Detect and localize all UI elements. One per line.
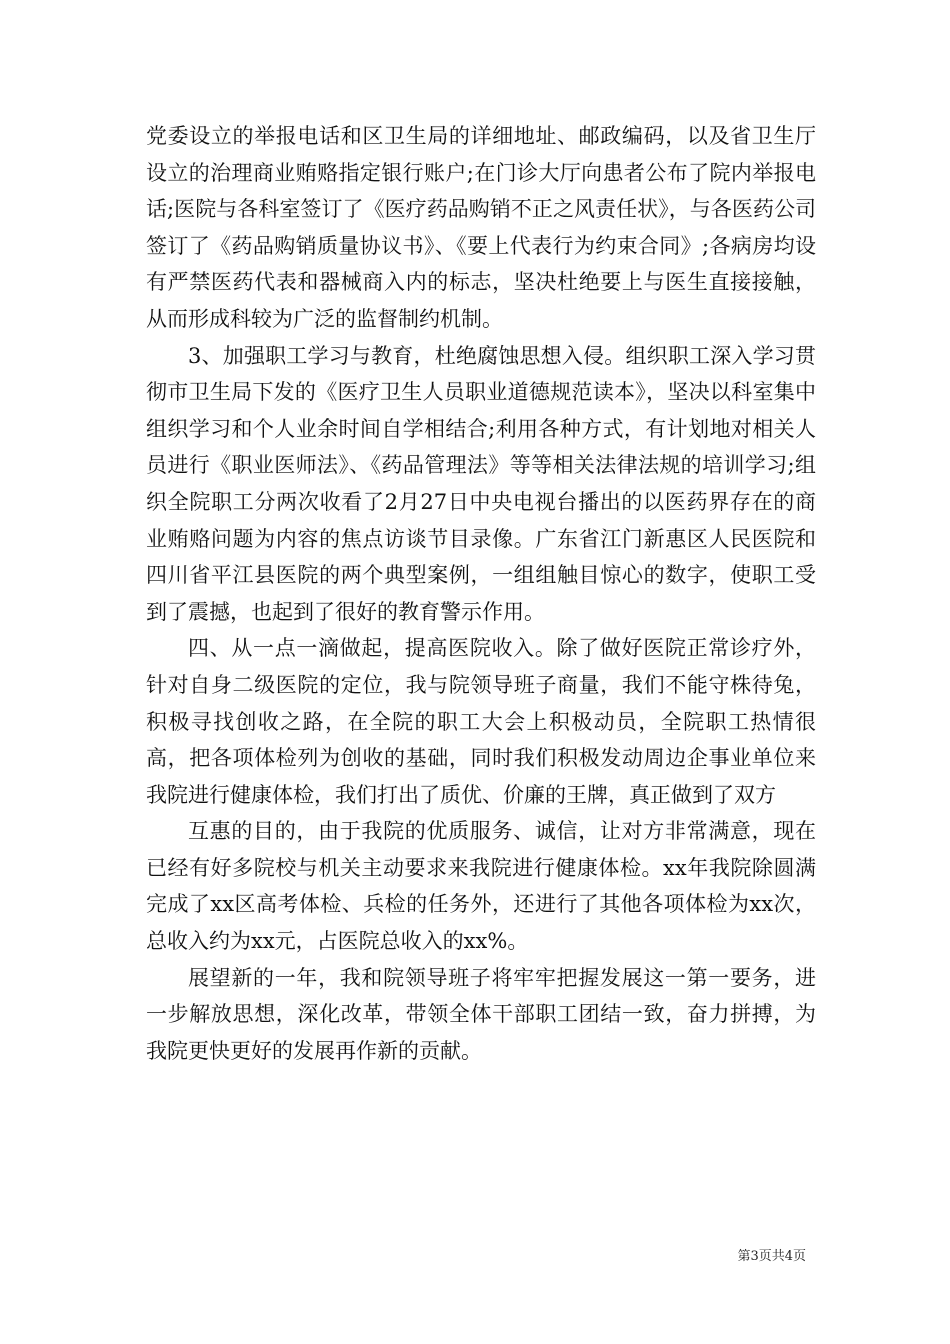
paragraph-4: 互惠的目的，由于我院的优质服务、诚信，让对方非常满意，现在已经有好多院校与机关主动要求来我院进行健康体检。xx年我院除圆满完成了xx区高考体检、兵检的任务外，还进行了其他各项体检为xx次，总收入约为xx元，占医院总收入的xx%。 <box>146 819 816 954</box>
paragraph-5: 展望新的一年，我和院领导班子将牢牢把握发展这一第一要务，进一步解放思想，深化改革，带领全体干部职工团结一致，奋力拼搏，为我院更快更好的发展再作新的贡献。 <box>146 965 816 1063</box>
paragraph-3: 四、从一点一滴做起，提高医院收入。除了做好医院正常诊疗外，针对自身二级医院的定位，我与院领导班子商量，我们不能守株待兔，积极寻找创收之路，在全院的职工大会上积极动员，全院职工热情很高，把各项体检列为创收的基础，同时我们积极发动周边企事业单位来我院进行健康体检，我们打出了质优、价廉的王牌，真正做到了双方 <box>146 636 816 807</box>
document-body <box>146 118 816 1069</box>
page-number-footer: 第3页共4页 <box>737 1249 806 1264</box>
paragraph-1: 党委设立的举报电话和区卫生局的详细地址、邮政编码，以及省卫生厅设立的治理商业贿赂指定银行账户;在门诊大厅向患者公布了院内举报电话;医院与各科室签订了《医疗药品购销不正之风责任状》，与各医药公司签订了《药品购销质量协议书》、《要上代表行为约束合同》;各病房均设有严禁医药代表和器械商入内的标志，坚决杜绝要上与医生直接接触，从而形成科较为广泛的监督制约机制。 <box>146 124 816 331</box>
paragraph-2: 3、加强职工学习与教育，杜绝腐蚀思想入侵。组织职工深入学习贯彻市卫生局下发的《医疗卫生人员职业道德规范读本》，坚决以科室集中组织学习和个人业余时间自学相结合;利用各种方式，有计划地对相关人员进行《职业医师法》、《药品管理法》等等相关法律法规的培训学习;组织全院职工分两次收看了2月27日中央电视台播出的以医药界存在的商业贿赂问题为内容的焦点访谈节目录像。广东省江门新惠区人民医院和四川省平江县医院的两个典型案例，一组组触目惊心的数字，使职工受到了震撼，也起到了很好的教育警示作用。 <box>146 343 816 624</box>
